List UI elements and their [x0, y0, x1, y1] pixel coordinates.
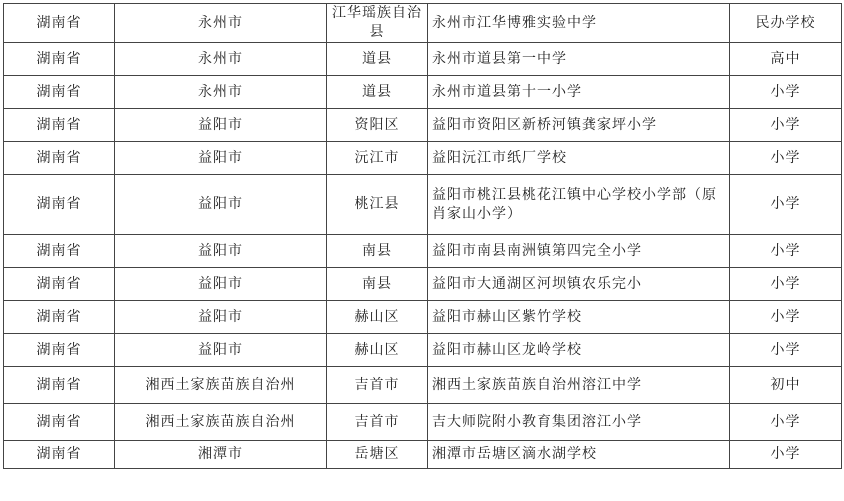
county-cell: 资阳区	[327, 109, 428, 142]
table-row	[4, 404, 842, 441]
province-cell: 湖南省	[4, 404, 115, 441]
school-cell: 吉大师院附小教育集团溶江小学	[428, 404, 730, 441]
city-cell: 湘西土家族苗族自治州	[115, 367, 327, 404]
county-cell: 吉首市	[327, 367, 428, 404]
table-row	[4, 142, 842, 175]
table-row	[4, 109, 842, 142]
county-cell: 岳塘区	[327, 441, 428, 469]
school-cell: 益阳市赫山区紫竹学校	[428, 301, 730, 334]
county-cell: 道县	[327, 76, 428, 109]
school-type-cell: 小学	[730, 441, 842, 469]
school-type-cell: 小学	[730, 404, 842, 441]
school-type-cell: 小学	[730, 109, 842, 142]
school-cell: 湘潭市岳塘区滴水湖学校	[428, 441, 730, 469]
school-list-table	[3, 3, 842, 469]
school-type-cell: 小学	[730, 76, 842, 109]
table-row	[4, 235, 842, 268]
county-cell: 吉首市	[327, 404, 428, 441]
table-row	[4, 4, 842, 43]
table-row	[4, 268, 842, 301]
city-cell: 益阳市	[115, 175, 327, 235]
school-cell: 益阳市南县南洲镇第四完全小学	[428, 235, 730, 268]
province-cell: 湖南省	[4, 109, 115, 142]
school-type-cell: 小学	[730, 175, 842, 235]
school-type-cell: 小学	[730, 235, 842, 268]
city-cell: 湘西土家族苗族自治州	[115, 404, 327, 441]
province-cell: 湖南省	[4, 142, 115, 175]
school-type-cell: 小学	[730, 142, 842, 175]
county-cell: 沅江市	[327, 142, 428, 175]
school-cell: 永州市道县第一中学	[428, 43, 730, 76]
school-type-cell: 小学	[730, 268, 842, 301]
province-cell: 湖南省	[4, 268, 115, 301]
county-cell: 赫山区	[327, 301, 428, 334]
city-cell: 永州市	[115, 4, 327, 43]
table-row	[4, 76, 842, 109]
province-cell: 湖南省	[4, 367, 115, 404]
city-cell: 益阳市	[115, 142, 327, 175]
table-row	[4, 175, 842, 235]
province-cell: 湖南省	[4, 235, 115, 268]
table-row	[4, 367, 842, 404]
city-cell: 益阳市	[115, 109, 327, 142]
city-cell: 益阳市	[115, 334, 327, 367]
city-cell: 益阳市	[115, 235, 327, 268]
county-cell: 道县	[327, 43, 428, 76]
city-cell: 益阳市	[115, 301, 327, 334]
city-cell: 永州市	[115, 43, 327, 76]
province-cell: 湖南省	[4, 43, 115, 76]
city-cell: 永州市	[115, 76, 327, 109]
school-cell: 永州市江华博雅实验中学	[428, 4, 730, 43]
city-cell: 湘潭市	[115, 441, 327, 469]
county-cell: 南县	[327, 268, 428, 301]
school-type-cell: 民办学校	[730, 4, 842, 43]
county-cell: 赫山区	[327, 334, 428, 367]
school-cell: 益阳市大通湖区河坝镇农乐完小	[428, 268, 730, 301]
school-cell: 益阳市资阳区新桥河镇龚家坪小学	[428, 109, 730, 142]
province-cell: 湖南省	[4, 334, 115, 367]
school-cell: 湘西土家族苗族自治州溶江中学	[428, 367, 730, 404]
table-row	[4, 301, 842, 334]
county-cell: 江华瑶族自治县	[327, 4, 428, 43]
school-cell: 益阳市赫山区龙岭学校	[428, 334, 730, 367]
school-type-cell: 小学	[730, 301, 842, 334]
school-cell: 益阳市桃江县桃花江镇中心学校小学部（原肖家山小学）	[428, 175, 730, 235]
table-row	[4, 441, 842, 469]
province-cell: 湖南省	[4, 4, 115, 43]
school-cell: 益阳沅江市纸厂学校	[428, 142, 730, 175]
province-cell: 湖南省	[4, 76, 115, 109]
province-cell: 湖南省	[4, 175, 115, 235]
table-row	[4, 43, 842, 76]
table-row	[4, 334, 842, 367]
school-cell: 永州市道县第十一小学	[428, 76, 730, 109]
province-cell: 湖南省	[4, 441, 115, 469]
county-cell: 桃江县	[327, 175, 428, 235]
school-type-cell: 小学	[730, 334, 842, 367]
school-type-cell: 高中	[730, 43, 842, 76]
city-cell: 益阳市	[115, 268, 327, 301]
county-cell: 南县	[327, 235, 428, 268]
province-cell: 湖南省	[4, 301, 115, 334]
school-type-cell: 初中	[730, 367, 842, 404]
